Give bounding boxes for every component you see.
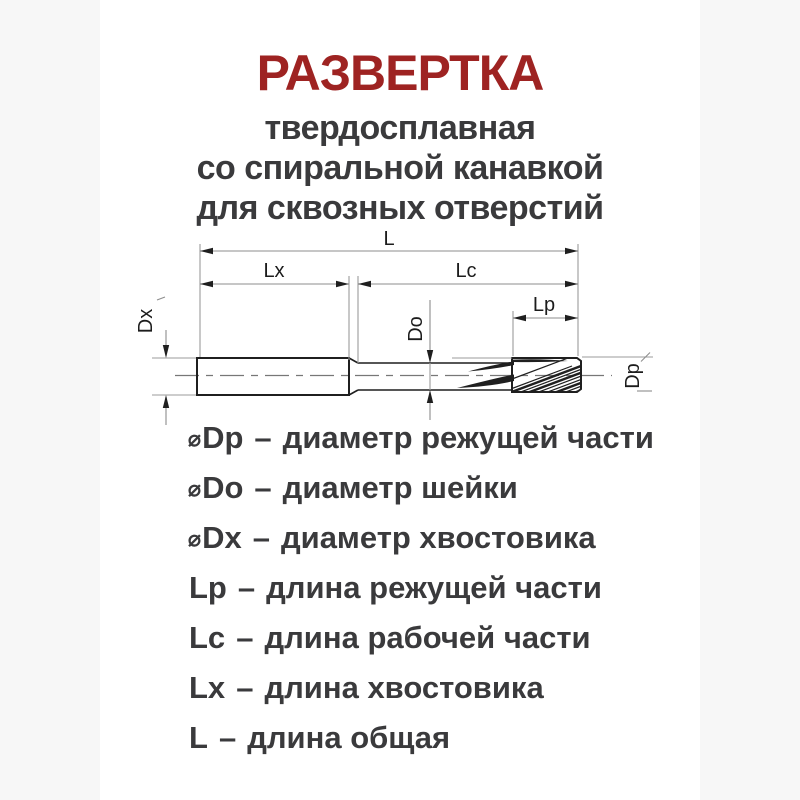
diameter-symbol: ⌀: [188, 476, 202, 501]
label-Lc: Lc: [455, 260, 477, 282]
legend-separator: –: [237, 570, 256, 605]
product-card: [100, 0, 700, 800]
subtitle-line-3: для сквозных отверстий: [196, 189, 604, 227]
legend-item-Lc: [188, 613, 688, 663]
label-Dp: Dp: [622, 363, 644, 389]
diameter-symbol: ⌀: [188, 426, 202, 451]
subtitle-line-1: твердосплавная: [264, 109, 536, 147]
legend-separator: –: [254, 420, 272, 455]
legend-symbol: Lc: [189, 620, 226, 655]
legend-separator: –: [218, 720, 237, 755]
legend-symbol: Lp: [189, 570, 227, 605]
flute-lead-lower: [457, 375, 514, 389]
legend-item-Lp: [188, 563, 688, 613]
legend-description: диаметр режущей части: [282, 420, 654, 455]
legend-description: длина хвостовика: [264, 670, 544, 705]
legend-item-Dx: [188, 513, 688, 563]
dimension-work-length: [358, 260, 578, 287]
legend-separator: –: [252, 520, 270, 555]
legend-item-Lx: [188, 663, 688, 713]
subtitle-line-2: со спиральной канавкой: [196, 149, 604, 187]
reamer-outline: [197, 358, 581, 395]
legend-separator: –: [254, 470, 272, 505]
legend-symbol: ⌀Dp: [188, 420, 244, 455]
dimension-neck-diameter: [405, 300, 433, 420]
legend-symbol: ⌀Dx: [188, 520, 242, 555]
legend-separator: –: [236, 670, 254, 705]
legend-item-L: [188, 713, 688, 763]
reamer-shank: [197, 358, 349, 395]
legend-description: диаметр шейки: [282, 470, 518, 505]
legend: [188, 413, 688, 763]
legend-separator: –: [236, 620, 254, 655]
label-Do: Do: [405, 316, 427, 342]
label-Lp: Lp: [532, 294, 556, 316]
legend-item-Dp: [188, 413, 688, 463]
legend-description: длина рабочей части: [264, 620, 591, 655]
diameter-symbol: ⌀: [188, 526, 202, 551]
legend-item-Do: [188, 463, 688, 513]
dimension-cut-length: [513, 294, 578, 321]
subtitle: [100, 108, 700, 228]
dimension-shank-diameter: [135, 297, 169, 425]
legend-symbol: ⌀Do: [188, 470, 244, 505]
legend-description: длина общая: [247, 720, 451, 755]
dimension-shank-length: [200, 260, 349, 287]
legend-description: диаметр хвостовика: [280, 520, 596, 555]
legend-symbol: Lx: [189, 670, 226, 705]
page-title: РАЗВЕРТКА: [256, 45, 544, 101]
legend-description: длина режущей части: [266, 570, 602, 605]
extension-lines: [152, 244, 578, 395]
dimension-total-length: [200, 230, 578, 254]
technical-drawing: [100, 230, 700, 430]
label-L: L: [383, 230, 395, 250]
dimension-cut-diameter: [582, 353, 653, 392]
reamer-taper: [349, 358, 358, 395]
label-Dx: Dx: [135, 308, 157, 334]
label-Lx: Lx: [263, 260, 285, 282]
legend-symbol: L: [189, 720, 208, 755]
